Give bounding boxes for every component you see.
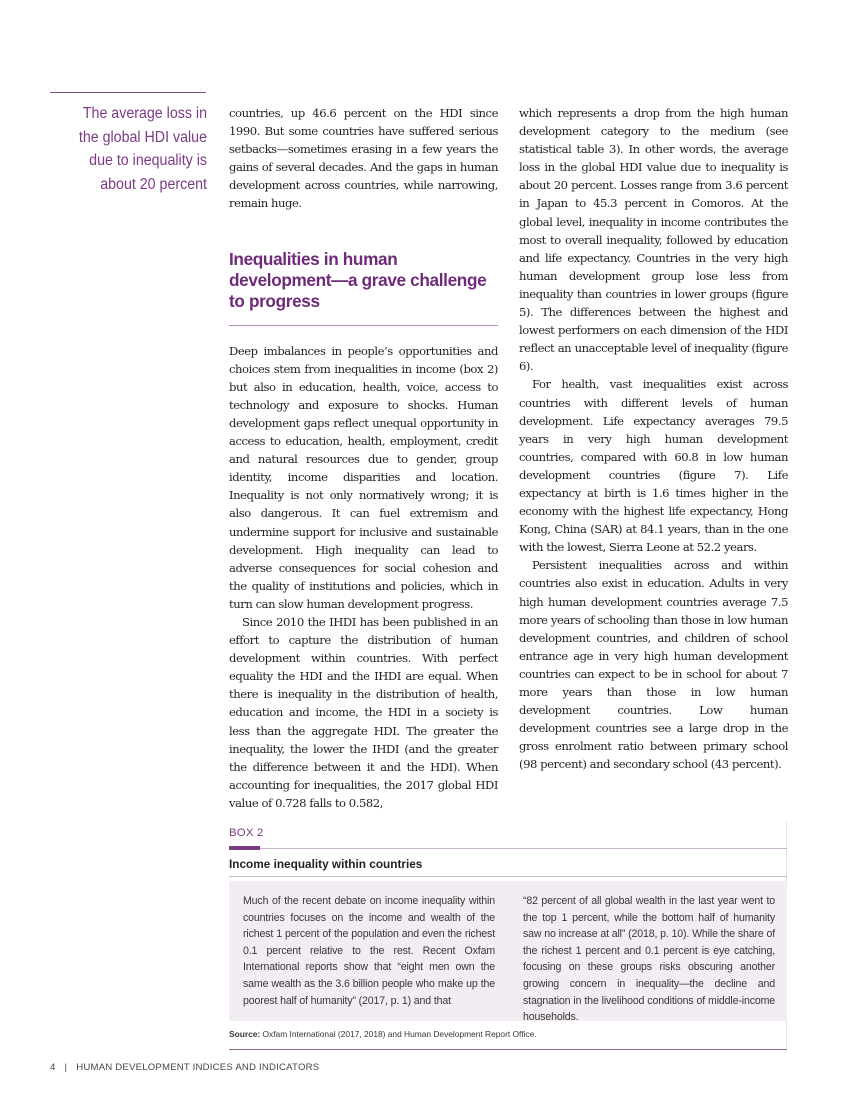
source-text: Oxfam International (2017, 2018) and Human Development Report Office.	[262, 1029, 537, 1039]
box-label: BOX 2	[229, 827, 264, 839]
box-body	[229, 881, 787, 1024]
heading-rule	[229, 325, 498, 326]
source-label: Source:	[229, 1029, 261, 1039]
page-number: 4	[50, 1062, 56, 1073]
section-heading: Inequalities in human development—a grave challenge to progress	[229, 248, 487, 311]
footer-title: HUMAN DEVELOPMENT INDICES AND INDICATORS	[76, 1062, 320, 1073]
body-paragraph: which represents a drop from the high human development category to the medium (see statistical table 3). In other words, the average loss in the global HDI value due to inequality is about 20 percent. Losses range from 3.6 percent in Japan to 45.3 percent in Comoros. At the global level, inequality in income contributes the most to overall inequality, followed by education and life expectancy. Countries in the very high human development group lose less from inequality than countries in lower groups (figure 5). The differences between the highest and lowest performers on each dimension of the HDI reflect an unacceptable level of inequality (figure 6).	[519, 106, 788, 374]
body-paragraph: For health, vast inequalities exist across countries with different levels of human development. Life expectancy averages 79.5 years in very high human development countries, compared with 60.8 in low human development countries (figure 7). Life expectancy at birth is 1.6 times higher in the economy with the highest life expectancy, Hong Kong, China (SAR) at 84.1 years, than in the one with the lowest, Sierra Leone at 52.2 years.	[519, 377, 788, 555]
lead-paragraph: countries, up 46.6 percent on the HDI since 1990. But some countries have suffered serious setbacks—sometimes erasing in a few years the gains of several decades. And the gaps in human development across countries, while narrowing, remain huge.	[229, 106, 498, 211]
box-text-column-1: Much of the recent debate on income inequality within countries focuses on the income and wealth of the richest 1 percent of the population and even the richest 0.1 percent relative to the rest. Recent Oxfam International reports show that “eight men own the same wealth as the 3.6 billion people who make up the poorest half of humanity” (2017, p. 1) and that	[243, 895, 495, 1007]
page-footer	[50, 1062, 319, 1073]
box-2	[229, 822, 787, 1050]
body-paragraph: Persistent inequalities across and within countries also exist in education. Adults in very high human development countries average 7.5 more years of schooling than those in low human development countries, and children of school entrance age in very high human development countries can expect to be in school for about 7 more years than those in low human development countries. Low human development countries see a large drop in the gross enrolment ratio between primary school (98 percent) and secondary school (43 percent).	[519, 558, 788, 772]
sidebar-rule	[50, 92, 206, 93]
footer-separator: |	[64, 1062, 68, 1073]
box-source	[229, 1029, 537, 1039]
pull-quote: The average loss in the global HDI value due to inequality is about 20 percent	[78, 105, 207, 193]
box-bottom-rule	[229, 1049, 787, 1050]
body-paragraph: Deep imbalances in people’s opportunities and choices stem from inequalities in income (box 2) but also in education, health, voice, access to technology and exposure to shocks. Human development gaps reflect unequal opportunity in access to education, health, employment, credit and natural resources due to gender, group identity, income disparities and location. Inequality is not only normatively wrong; it is also dangerous. It can fuel extremism and undermine support for inclusive and sustainable development. High inequality can lead to adverse consequences for social cohesion and the quality of institutions and policies, which in turn can slow human development progress.	[229, 343, 498, 611]
text-column-1	[229, 104, 498, 812]
box-title-rule	[229, 876, 787, 877]
box-rule	[229, 848, 787, 849]
text-column-2	[519, 104, 788, 773]
box-rule-accent	[229, 846, 260, 850]
body-paragraph: Since 2010 the IHDI has been published in an effort to capture the distribution of human development within countries. With perfect equality the HDI and the IHDI are equal. When there is inequality in the distribution of health, education and income, the HDI in a society is less than the aggregate HDI. The greater the inequality, the lower the IHDI (and the greater the difference between it and the HDI). When accounting for inequalities, the 2017 global HDI value of 0.728 falls to 0.582,	[229, 614, 498, 810]
box-title: Income inequality within countries	[229, 857, 423, 871]
box-text-column-2: “82 percent of all global wealth in the last year went to the top 1 percent, while the bottom half of humanity saw no increase at all” (2018, p. 10). While the share of the richest 1 percent and 0.1 percent is eye catching, focusing on these groups risks obscuring another growing concern in inequality—the decline and stagnation in the livelihood conditions of middle-income households.	[523, 895, 775, 1024]
